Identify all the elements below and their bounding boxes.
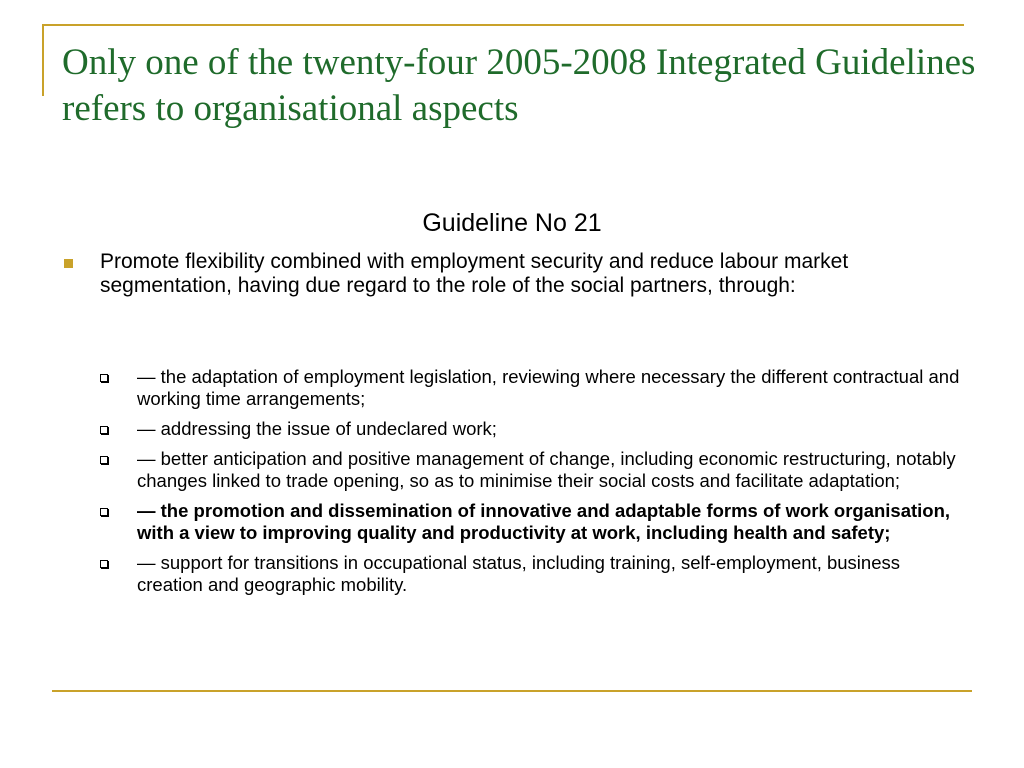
sub-bullet-text: — the promotion and dissemination of innovative and adaptable forms of work organisation, with a view to improving quality and productivity at work, including health and safety;	[137, 500, 951, 543]
main-bullet	[64, 250, 964, 298]
square-bullet-icon	[64, 259, 73, 268]
sub-bullet-list	[100, 366, 960, 604]
hollow-square-bullet-icon	[100, 508, 108, 516]
sub-bullet-text: — better anticipation and positive management of change, including economic restructuring, notably changes linked to trade opening, so as to minimise their social costs and facilitate adaptation;	[137, 448, 956, 491]
sub-bullet-item	[100, 418, 960, 440]
hollow-square-bullet-icon	[100, 374, 108, 382]
sub-bullet-item	[100, 552, 960, 596]
slide-title: Only one of the twenty-four 2005-2008 Integrated Guidelines refers to organisational aspects	[62, 42, 976, 129]
sub-bullet-item	[100, 448, 960, 492]
hollow-square-bullet-icon	[100, 456, 108, 464]
sub-bullet-text: — addressing the issue of undeclared work;	[137, 418, 497, 439]
sub-bullet-item-highlighted	[100, 500, 960, 544]
hollow-square-bullet-icon	[100, 560, 108, 568]
sub-bullet-text: — support for transitions in occupational status, including training, self-employment, business creation and geographic mobility.	[137, 552, 900, 595]
sub-bullet-text: — the adaptation of employment legislation, reviewing where necessary the different contractual and working time arrangements;	[137, 366, 960, 409]
main-bullet-text: Promote flexibility combined with employment security and reduce labour market segmentation, having due regard to the role of the social partners, through:	[100, 250, 849, 297]
bottom-rule	[52, 690, 972, 692]
top-rule	[44, 24, 964, 26]
sub-bullet-item	[100, 366, 960, 410]
left-rule	[42, 24, 44, 96]
hollow-square-bullet-icon	[100, 426, 108, 434]
guideline-heading: Guideline No 21	[422, 209, 602, 237]
